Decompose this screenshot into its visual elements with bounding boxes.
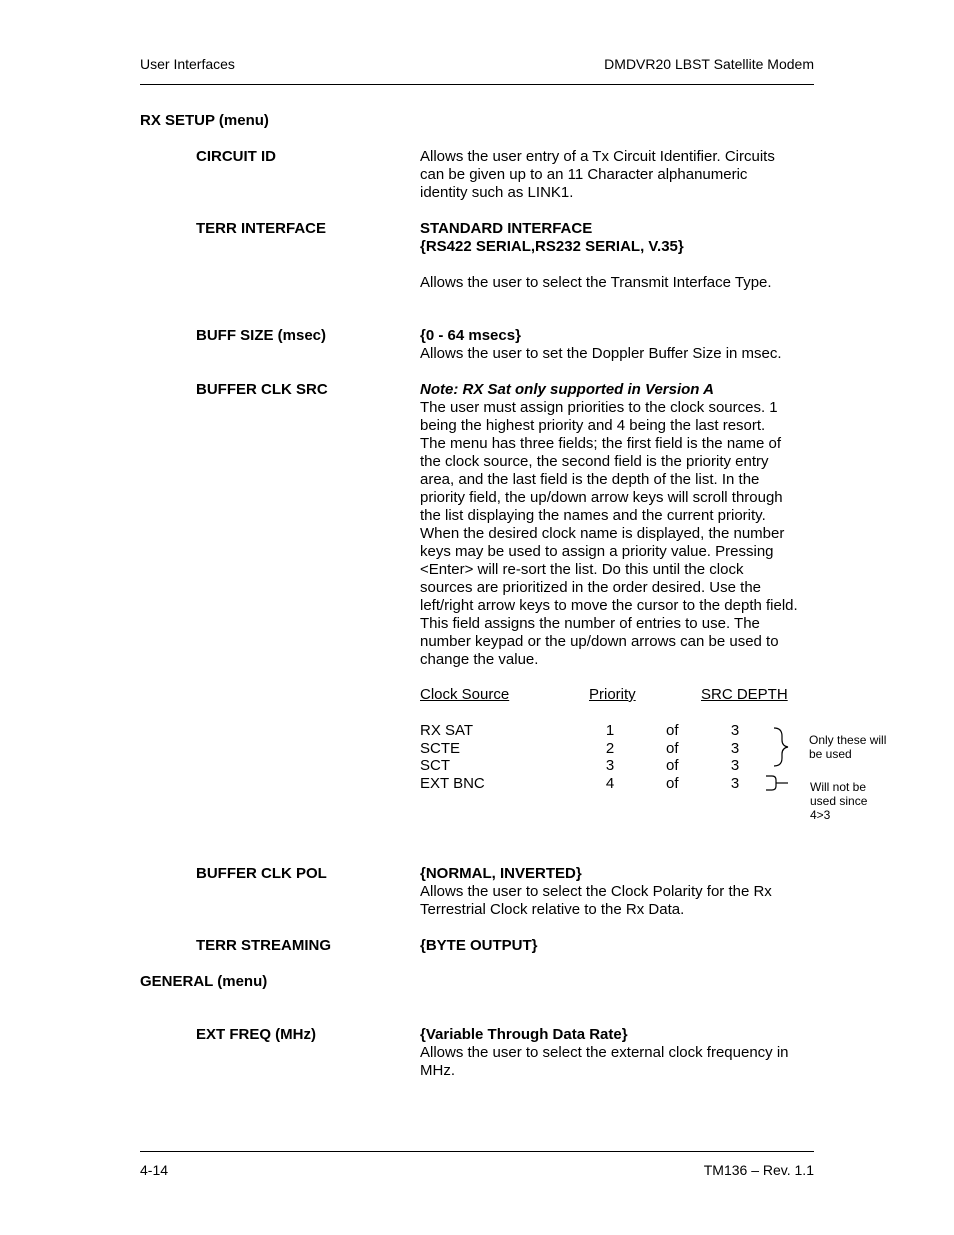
row-of: of — [666, 757, 679, 774]
circuit-id-line: Allows the user entry of a Tx Circuit Identifier. Circuits — [420, 148, 775, 165]
buffer-clk-src-line: left/right arrow keys to move the cursor to the depth field. — [420, 597, 798, 614]
row-priority: 4 — [605, 775, 615, 792]
note-line: Only these will — [809, 733, 887, 747]
buffer-clk-src-line: When the desired clock name is displayed, the number — [420, 525, 785, 542]
buffer-clk-src-line: <Enter> will re-sort the list. Do this until the clock — [420, 561, 744, 578]
row-clock-source: SCTE — [420, 740, 461, 757]
general-title: GENERAL (menu) — [140, 973, 268, 990]
buffer-clk-src-line: change the value. — [420, 651, 539, 668]
note-line: Will not be — [810, 780, 867, 794]
buff-size-label: BUFF SIZE (msec) — [196, 327, 327, 344]
row-clock-source: SCT — [420, 757, 450, 774]
ext-freq-label: EXT FREQ (MHz) — [196, 1026, 316, 1043]
buffer-clk-src-line: priority field, the up/down arrow keys will scroll through — [420, 489, 783, 506]
header-right: DMDVR20 LBST Satellite Modem — [604, 56, 814, 72]
terr-streaming-options: {BYTE OUTPUT} — [420, 937, 538, 954]
buffer-clk-pol-line: Terrestrial Clock relative to the Rx Data. — [420, 901, 685, 918]
terr-interface-option: STANDARD INTERFACE — [420, 220, 593, 237]
header-left: User Interfaces — [140, 56, 235, 72]
buffer-clk-src-block — [420, 381, 830, 669]
rx-setup-title: RX SETUP (menu) — [140, 112, 269, 129]
buffer-clk-src-line: keys may be used to assign a priority value. Pressing — [420, 543, 774, 560]
buffer-clk-src-line: This field assigns the number of entries to use. The — [420, 615, 760, 632]
buffer-clk-src-line: The menu has three fields; the first field is the name of — [420, 435, 782, 452]
brace-icon — [764, 726, 798, 798]
buffer-clk-src-line: The user must assign priorities to the clock sources. 1 — [420, 399, 778, 416]
row-clock-source: RX SAT — [420, 722, 474, 739]
buffer-clk-pol-block — [420, 865, 820, 919]
buffer-clk-src-note: Note: RX Sat only supported in Version A — [420, 381, 714, 398]
buffer-clk-pol-line: Allows the user to select the Clock Polarity for the Rx — [420, 883, 772, 900]
buffer-clk-src-line: area, and the last field is the depth of the list. In the — [420, 471, 760, 488]
buffer-clk-pol-options: {NORMAL, INVERTED} — [420, 865, 582, 882]
header-rule — [140, 84, 814, 85]
note-line: be used — [809, 747, 852, 761]
table-header-priority: Priority — [589, 686, 636, 703]
table-header-clock-source: Clock Source — [420, 686, 510, 703]
row-depth: 3 — [730, 757, 740, 774]
buffer-clk-src-label: BUFFER CLK SRC — [196, 381, 328, 398]
buff-size-description: Allows the user to set the Doppler Buffer Size in msec. — [420, 345, 782, 362]
terr-interface-option: {RS422 SERIAL,RS232 SERIAL, V.35} — [420, 238, 684, 255]
circuit-id-label: CIRCUIT ID — [196, 148, 276, 165]
circuit-id-description — [420, 148, 820, 202]
terr-interface-options — [420, 220, 820, 256]
buffer-clk-src-line: sources are prioritized in the order desired. Use the — [420, 579, 762, 596]
footer-rule — [140, 1151, 814, 1152]
page-number: 4-14 — [140, 1162, 169, 1178]
row-clock-source: EXT BNC — [420, 775, 485, 792]
document-revision: TM136 – Rev. 1.1 — [703, 1162, 814, 1178]
note-will-not-be-used — [810, 780, 867, 822]
table-header-src-depth: SRC DEPTH — [701, 686, 788, 703]
row-of: of — [666, 775, 679, 792]
row-priority: 3 — [605, 757, 615, 774]
row-of: of — [666, 740, 679, 757]
note-line: used since — [810, 794, 868, 808]
row-priority: 2 — [605, 740, 615, 757]
terr-interface-description: Allows the user to select the Transmit Interface Type. — [420, 274, 772, 291]
row-depth: 3 — [730, 722, 740, 739]
terr-interface-label: TERR INTERFACE — [196, 220, 327, 237]
note-line: 4>3 — [810, 808, 831, 822]
row-depth: 3 — [730, 775, 740, 792]
buffer-clk-src-line: the list displaying the names and the current priority. — [420, 507, 766, 524]
buffer-clk-pol-label: BUFFER CLK POL — [196, 865, 327, 882]
terr-streaming-label: TERR STREAMING — [196, 937, 331, 954]
circuit-id-line: can be given up to an 11 Character alphanumeric — [420, 166, 748, 183]
note-only-these-used — [809, 733, 886, 761]
ext-freq-line: MHz. — [420, 1062, 455, 1079]
ext-freq-options: {Variable Through Data Rate} — [420, 1026, 628, 1043]
circuit-id-line: identity such as LINK1. — [420, 184, 574, 201]
row-of: of — [666, 722, 679, 739]
row-depth: 3 — [730, 740, 740, 757]
buffer-clk-src-line: the clock source, the second field is the priority entry — [420, 453, 769, 470]
ext-freq-line: Allows the user to select the external clock frequency in — [420, 1044, 789, 1061]
buffer-clk-src-line: number keypad or the up/down arrows can be used to — [420, 633, 779, 650]
ext-freq-block — [420, 1026, 820, 1080]
buff-size-range: {0 - 64 msecs} — [420, 327, 521, 344]
row-priority: 1 — [605, 722, 615, 739]
buff-size-block — [420, 327, 820, 363]
buffer-clk-src-line: being the highest priority and 4 being the last resort. — [420, 417, 766, 434]
